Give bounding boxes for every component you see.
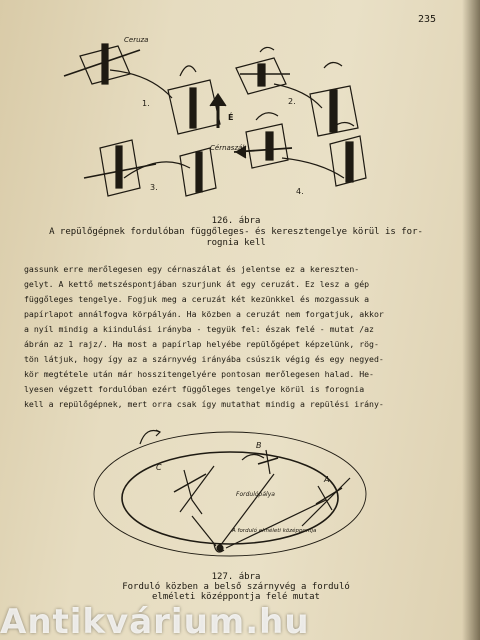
watermark: Antikvárium.hu bbox=[0, 602, 310, 640]
body-line: gassunk erre merőlegesen egy cérnaszálat és jelentse ez a kereszten- bbox=[24, 264, 360, 274]
figure-126-caption-line-1: A repülőgépnek fordulóban függőleges- és keresztengelye körül is for- bbox=[49, 227, 423, 237]
figure-127-caption-line-2: elméleti középpontja felé mutat bbox=[152, 592, 320, 602]
figure-126-caption-line-2: rognia kell bbox=[206, 238, 266, 248]
label-c: C bbox=[156, 463, 162, 472]
body-line: a nyíl mindig a kiindulási irányba - tegyük fel: észak felé - mutat /az bbox=[24, 324, 374, 334]
body-line: papírlapot annálfogva körpályán. Ha közben a ceruzát nem forgatjuk, akkor bbox=[24, 309, 384, 319]
label-step-3: 3. bbox=[150, 183, 158, 192]
label-north: É bbox=[228, 113, 234, 122]
figure-127-caption-line-1: Forduló közben a belső szárnyvég a forduló bbox=[122, 582, 350, 592]
label-kozeppont: A forduló elméleti középpontja bbox=[232, 528, 317, 534]
body-line: tön látjuk, hogy így az a szárnyvég irányába csúszik végig és egy negyed- bbox=[24, 354, 384, 364]
label-step-4: 4. bbox=[296, 187, 304, 196]
body-paragraph bbox=[24, 262, 452, 412]
figure-127-illustration bbox=[80, 404, 380, 572]
body-line: kör megtétele után már hosszitengelyére pontosan merőlegesen halad. He- bbox=[24, 369, 374, 379]
figure-127-number: 127. ábra bbox=[211, 572, 261, 582]
body-line: kell a repülőgépnek, mert orra csak így mutathat mindig a repülési irány- bbox=[24, 399, 384, 409]
label-cernaszal: Cérnaszál bbox=[210, 144, 245, 152]
figure-126-number: 126. ábra bbox=[211, 216, 261, 226]
figure-126-illustration bbox=[60, 28, 440, 210]
body-line: ábrán az 1 rajz/. Ha most a papírlap helyébe repülőgépet képzelünk, rög- bbox=[24, 339, 379, 349]
body-line: gelyt. A kettő metszéspontjában szurjunk át egy ceruzát. Ez lesz a gép bbox=[24, 279, 370, 289]
page-number: 235 bbox=[417, 14, 436, 25]
label-step-1: 1. bbox=[142, 99, 150, 108]
body-line: függőleges tengelye. Fogjuk meg a ceruzát két kezünkkel és mozgassuk a bbox=[24, 294, 370, 304]
body-line: lyesen végzett fordulóban ezért függőleges tengelye körül is forognia bbox=[24, 384, 365, 394]
spine-shadow bbox=[462, 0, 480, 640]
label-step-2: 2. bbox=[288, 97, 296, 106]
label-fordulopalya: Fordulópálya bbox=[236, 491, 275, 498]
label-b: B bbox=[256, 441, 262, 450]
label-ceruza: Ceruza bbox=[124, 36, 149, 44]
label-a: A bbox=[324, 475, 330, 484]
